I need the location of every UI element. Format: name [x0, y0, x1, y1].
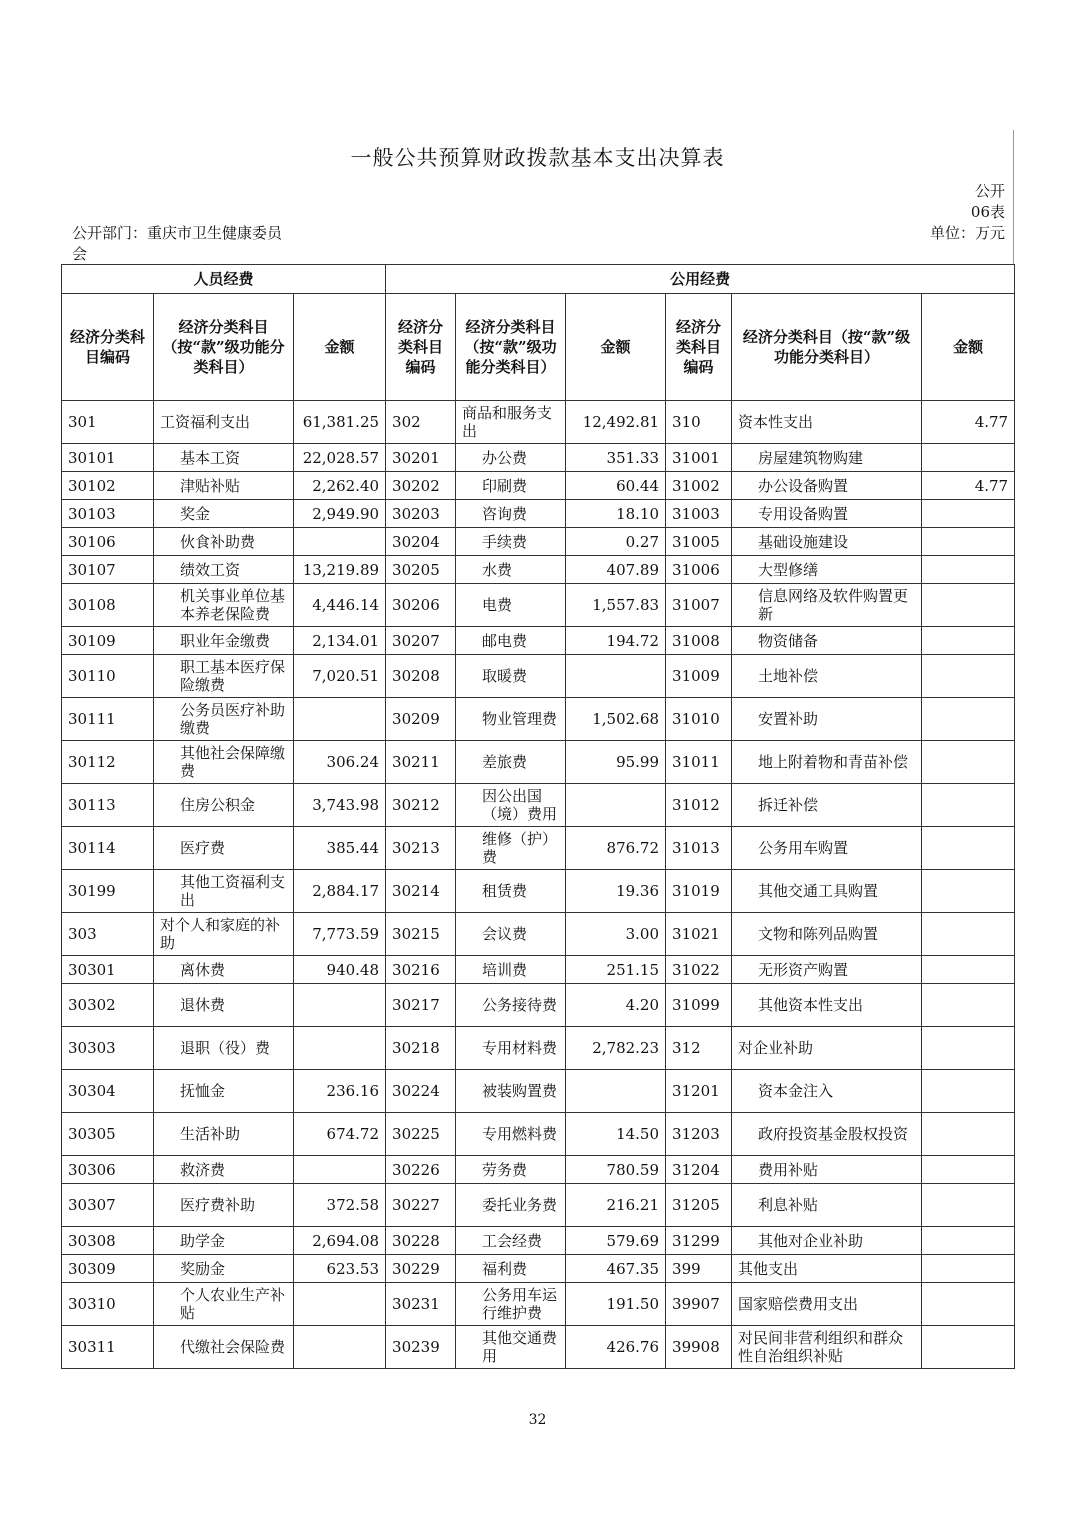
amount-cell: 4.77: [922, 401, 1015, 444]
code-cell: 30206: [386, 584, 456, 627]
amount-cell: [922, 1184, 1015, 1227]
name-cell: 水费: [456, 556, 566, 584]
amount-cell: [294, 1326, 386, 1369]
amount-cell: [922, 984, 1015, 1027]
group-public: 公用经费: [386, 265, 1015, 294]
code-cell: 31007: [666, 584, 732, 627]
table-row: [62, 984, 1015, 1027]
name-cell: 委托业务费: [456, 1184, 566, 1227]
amount-cell: 372.58: [294, 1184, 386, 1227]
name-cell: 维修（护）费: [456, 827, 566, 870]
code-cell: 30311: [62, 1326, 154, 1369]
name-cell: 办公费: [456, 444, 566, 472]
table-row: [62, 627, 1015, 655]
name-cell: 其他资本性支出: [732, 984, 922, 1027]
header-amount-1: 金额: [294, 294, 386, 401]
table-row: [62, 444, 1015, 472]
amount-cell: 12,492.81: [566, 401, 666, 444]
name-cell: 邮电费: [456, 627, 566, 655]
amount-cell: 4.77: [922, 472, 1015, 500]
amount-cell: 13,219.89: [294, 556, 386, 584]
table-row: [62, 655, 1015, 698]
code-cell: 30205: [386, 556, 456, 584]
amount-cell: 191.50: [566, 1283, 666, 1326]
code-cell: 31008: [666, 627, 732, 655]
table-row: [62, 556, 1015, 584]
code-cell: 31201: [666, 1070, 732, 1113]
name-cell: 被装购置费: [456, 1070, 566, 1113]
code-cell: 30108: [62, 584, 154, 627]
code-cell: 30113: [62, 784, 154, 827]
code-cell: 30208: [386, 655, 456, 698]
code-cell: 30110: [62, 655, 154, 698]
code-cell: 30204: [386, 528, 456, 556]
code-cell: 30202: [386, 472, 456, 500]
name-cell: 抚恤金: [154, 1070, 294, 1113]
table-row: [62, 698, 1015, 741]
table-row: [62, 500, 1015, 528]
name-cell: 救济费: [154, 1156, 294, 1184]
code-cell: 30214: [386, 870, 456, 913]
code-cell: 31021: [666, 913, 732, 956]
amount-cell: 95.99: [566, 741, 666, 784]
amount-cell: [566, 655, 666, 698]
amount-cell: [294, 698, 386, 741]
code-cell: 30109: [62, 627, 154, 655]
name-cell: 物资储备: [732, 627, 922, 655]
name-cell: 奖金: [154, 500, 294, 528]
code-cell: 31001: [666, 444, 732, 472]
code-cell: 30231: [386, 1283, 456, 1326]
name-cell: 医疗费: [154, 827, 294, 870]
header-code-2: 经济分类科目编码: [386, 294, 456, 401]
name-cell: 手续费: [456, 528, 566, 556]
amount-cell: [922, 1027, 1015, 1070]
table-row: [62, 956, 1015, 984]
amount-cell: [922, 784, 1015, 827]
name-cell: 利息补贴: [732, 1184, 922, 1227]
name-cell: 职工基本医疗保险缴费: [154, 655, 294, 698]
amount-cell: 18.10: [566, 500, 666, 528]
amount-cell: 19.36: [566, 870, 666, 913]
amount-cell: [566, 1070, 666, 1113]
name-cell: 退职（役）费: [154, 1027, 294, 1070]
name-cell: 对个人和家庭的补助: [154, 913, 294, 956]
name-cell: 离休费: [154, 956, 294, 984]
code-cell: 31009: [666, 655, 732, 698]
code-cell: 30101: [62, 444, 154, 472]
name-cell: 无形资产购置: [732, 956, 922, 984]
amount-cell: 194.72: [566, 627, 666, 655]
code-cell: 30303: [62, 1027, 154, 1070]
code-cell: 310: [666, 401, 732, 444]
name-cell: 专用材料费: [456, 1027, 566, 1070]
name-cell: 租赁费: [456, 870, 566, 913]
code-cell: 30301: [62, 956, 154, 984]
table-row: [62, 1283, 1015, 1326]
amount-cell: [922, 444, 1015, 472]
code-cell: 39907: [666, 1283, 732, 1326]
code-cell: 30102: [62, 472, 154, 500]
code-cell: 30224: [386, 1070, 456, 1113]
amount-cell: [294, 1027, 386, 1070]
department-label: 公开部门：重庆市卫生健康委员会: [72, 224, 283, 263]
amount-cell: 385.44: [294, 827, 386, 870]
amount-cell: 0.27: [566, 528, 666, 556]
form-code: 公开06表: [970, 182, 1005, 221]
name-cell: 公务用车购置: [732, 827, 922, 870]
name-cell: 个人农业生产补贴: [154, 1283, 294, 1326]
table-row: [62, 1326, 1015, 1369]
name-cell: 公务员医疗补助缴费: [154, 698, 294, 741]
code-cell: 30203: [386, 500, 456, 528]
code-cell: 31010: [666, 698, 732, 741]
code-cell: 30114: [62, 827, 154, 870]
code-cell: 30201: [386, 444, 456, 472]
code-cell: 30304: [62, 1070, 154, 1113]
amount-cell: 623.53: [294, 1255, 386, 1283]
name-cell: 其他支出: [732, 1255, 922, 1283]
code-cell: 30308: [62, 1227, 154, 1255]
header-name-3: 经济分类科目（按“款”级功能分类科目）: [732, 294, 922, 401]
amount-cell: 7,773.59: [294, 913, 386, 956]
amount-cell: 3,743.98: [294, 784, 386, 827]
code-cell: 30218: [386, 1027, 456, 1070]
name-cell: 差旅费: [456, 741, 566, 784]
code-cell: 31013: [666, 827, 732, 870]
code-cell: 30226: [386, 1156, 456, 1184]
name-cell: 其他社会保障缴费: [154, 741, 294, 784]
code-cell: 31022: [666, 956, 732, 984]
amount-cell: [294, 984, 386, 1027]
code-cell: 31099: [666, 984, 732, 1027]
unit-label: 单位：万元: [929, 224, 1005, 242]
name-cell: 资本性支出: [732, 401, 922, 444]
amount-cell: [922, 655, 1015, 698]
header-amount-2: 金额: [566, 294, 666, 401]
amount-cell: [922, 528, 1015, 556]
amount-cell: 940.48: [294, 956, 386, 984]
amount-cell: [922, 1283, 1015, 1326]
name-cell: 物业管理费: [456, 698, 566, 741]
code-cell: 30212: [386, 784, 456, 827]
page-title: 一般公共预算财政拨款基本支出决算表: [350, 146, 725, 170]
code-cell: 30112: [62, 741, 154, 784]
name-cell: 住房公积金: [154, 784, 294, 827]
amount-cell: 61,381.25: [294, 401, 386, 444]
amount-cell: [566, 784, 666, 827]
amount-cell: 426.76: [566, 1326, 666, 1369]
name-cell: 拆迁补偿: [732, 784, 922, 827]
code-cell: 30103: [62, 500, 154, 528]
amount-cell: 780.59: [566, 1156, 666, 1184]
name-cell: 生活补助: [154, 1113, 294, 1156]
code-cell: 30307: [62, 1184, 154, 1227]
name-cell: 印刷费: [456, 472, 566, 500]
amount-cell: 876.72: [566, 827, 666, 870]
code-cell: 30305: [62, 1113, 154, 1156]
name-cell: 政府投资基金股权投资: [732, 1113, 922, 1156]
name-cell: 公务接待费: [456, 984, 566, 1027]
group-personnel: 人员经费: [62, 265, 386, 294]
name-cell: 取暖费: [456, 655, 566, 698]
code-cell: 30106: [62, 528, 154, 556]
code-cell: 30199: [62, 870, 154, 913]
amount-cell: 467.35: [566, 1255, 666, 1283]
code-cell: 30228: [386, 1227, 456, 1255]
name-cell: 资本金注入: [732, 1070, 922, 1113]
name-cell: 劳务费: [456, 1156, 566, 1184]
table-row: [62, 1184, 1015, 1227]
amount-cell: [922, 1156, 1015, 1184]
table-row: [62, 784, 1015, 827]
code-cell: 30111: [62, 698, 154, 741]
amount-cell: 351.33: [566, 444, 666, 472]
name-cell: 电费: [456, 584, 566, 627]
name-cell: 对民间非营利组织和群众性自治组织补贴: [732, 1326, 922, 1369]
code-cell: 303: [62, 913, 154, 956]
code-cell: 30217: [386, 984, 456, 1027]
code-cell: 31012: [666, 784, 732, 827]
code-cell: 39908: [666, 1326, 732, 1369]
amount-cell: [922, 1227, 1015, 1255]
amount-cell: 306.24: [294, 741, 386, 784]
amount-cell: 2,884.17: [294, 870, 386, 913]
name-cell: 文物和陈列品购置: [732, 913, 922, 956]
table-row: [62, 913, 1015, 956]
header-amount-3: 金额: [922, 294, 1015, 401]
code-cell: 30302: [62, 984, 154, 1027]
name-cell: 助学金: [154, 1227, 294, 1255]
code-cell: 30225: [386, 1113, 456, 1156]
amount-cell: 4.20: [566, 984, 666, 1027]
amount-cell: [922, 584, 1015, 627]
name-cell: 公务用车运行维护费: [456, 1283, 566, 1326]
amount-cell: [922, 627, 1015, 655]
name-cell: 福利费: [456, 1255, 566, 1283]
amount-cell: 236.16: [294, 1070, 386, 1113]
name-cell: 因公出国（境）费用: [456, 784, 566, 827]
name-cell: 医疗费补助: [154, 1184, 294, 1227]
name-cell: 房屋建筑物购建: [732, 444, 922, 472]
code-cell: 399: [666, 1255, 732, 1283]
table-body: [62, 401, 1015, 1369]
amount-cell: [922, 870, 1015, 913]
code-cell: 31299: [666, 1227, 732, 1255]
table-row: [62, 528, 1015, 556]
amount-cell: 216.21: [566, 1184, 666, 1227]
code-cell: 31005: [666, 528, 732, 556]
code-cell: 30227: [386, 1184, 456, 1227]
code-cell: 30216: [386, 956, 456, 984]
code-cell: 31019: [666, 870, 732, 913]
amount-cell: 7,020.51: [294, 655, 386, 698]
amount-cell: [922, 827, 1015, 870]
amount-cell: 2,949.90: [294, 500, 386, 528]
code-cell: 30306: [62, 1156, 154, 1184]
name-cell: 机关事业单位基本养老保险费: [154, 584, 294, 627]
table-row: [62, 741, 1015, 784]
name-cell: 地上附着物和青苗补偿: [732, 741, 922, 784]
amount-cell: 2,134.01: [294, 627, 386, 655]
name-cell: 信息网络及软件购置更新: [732, 584, 922, 627]
name-cell: 大型修缮: [732, 556, 922, 584]
table-row: [62, 1113, 1015, 1156]
table-row: [62, 1070, 1015, 1113]
code-cell: 30209: [386, 698, 456, 741]
name-cell: 基础设施建设: [732, 528, 922, 556]
amount-cell: 1,502.68: [566, 698, 666, 741]
amount-cell: [922, 741, 1015, 784]
code-cell: 30229: [386, 1255, 456, 1283]
code-cell: 31205: [666, 1184, 732, 1227]
header-code-3: 经济分类科目编码: [666, 294, 732, 401]
name-cell: 其他交通工具购置: [732, 870, 922, 913]
name-cell: 费用补贴: [732, 1156, 922, 1184]
header-name-1: 经济分类科目（按“款”级功能分类科目）: [154, 294, 294, 401]
amount-cell: [922, 956, 1015, 984]
amount-cell: 4,446.14: [294, 584, 386, 627]
header-code-1: 经济分类科目编码: [62, 294, 154, 401]
name-cell: 奖励金: [154, 1255, 294, 1283]
table-row: [62, 472, 1015, 500]
amount-cell: 14.50: [566, 1113, 666, 1156]
code-cell: 31003: [666, 500, 732, 528]
code-cell: 30215: [386, 913, 456, 956]
table-row: [62, 1027, 1015, 1070]
name-cell: 其他对企业补助: [732, 1227, 922, 1255]
amount-cell: [922, 556, 1015, 584]
name-cell: 绩效工资: [154, 556, 294, 584]
code-cell: 31011: [666, 741, 732, 784]
amount-cell: 2,694.08: [294, 1227, 386, 1255]
name-cell: 商品和服务支出: [456, 401, 566, 444]
amount-cell: 674.72: [294, 1113, 386, 1156]
amount-cell: [294, 1156, 386, 1184]
code-cell: 31203: [666, 1113, 732, 1156]
code-cell: 30309: [62, 1255, 154, 1283]
name-cell: 咨询费: [456, 500, 566, 528]
code-cell: 30213: [386, 827, 456, 870]
table-row: [62, 584, 1015, 627]
amount-cell: 407.89: [566, 556, 666, 584]
code-cell: 302: [386, 401, 456, 444]
code-cell: 301: [62, 401, 154, 444]
code-cell: 30107: [62, 556, 154, 584]
code-cell: 31006: [666, 556, 732, 584]
name-cell: 专用设备购置: [732, 500, 922, 528]
code-cell: 31204: [666, 1156, 732, 1184]
amount-cell: [922, 1255, 1015, 1283]
amount-cell: [922, 698, 1015, 741]
name-cell: 培训费: [456, 956, 566, 984]
expenditure-table: [61, 264, 1015, 1369]
amount-cell: 3.00: [566, 913, 666, 956]
name-cell: 职业年金缴费: [154, 627, 294, 655]
amount-cell: 2,262.40: [294, 472, 386, 500]
amount-cell: 2,782.23: [566, 1027, 666, 1070]
table-row: [62, 1156, 1015, 1184]
code-cell: 30239: [386, 1326, 456, 1369]
name-cell: 伙食补助费: [154, 528, 294, 556]
amount-cell: 251.15: [566, 956, 666, 984]
amount-cell: 60.44: [566, 472, 666, 500]
name-cell: 津贴补贴: [154, 472, 294, 500]
name-cell: 土地补偿: [732, 655, 922, 698]
table-row: [62, 827, 1015, 870]
amount-cell: 22,028.57: [294, 444, 386, 472]
header-name-2: 经济分类科目（按“款”级功能分类科目）: [456, 294, 566, 401]
name-cell: 代缴社会保险费: [154, 1326, 294, 1369]
name-cell: 办公设备购置: [732, 472, 922, 500]
name-cell: 会议费: [456, 913, 566, 956]
amount-cell: [294, 528, 386, 556]
name-cell: 退休费: [154, 984, 294, 1027]
name-cell: 其他工资福利支出: [154, 870, 294, 913]
name-cell: 国家赔偿费用支出: [732, 1283, 922, 1326]
page-number: 32: [528, 1412, 547, 1428]
code-cell: 312: [666, 1027, 732, 1070]
code-cell: 30207: [386, 627, 456, 655]
table-row: [62, 1255, 1015, 1283]
table-row: [62, 870, 1015, 913]
table-row: [62, 1227, 1015, 1255]
amount-cell: 1,557.83: [566, 584, 666, 627]
name-cell: 专用燃料费: [456, 1113, 566, 1156]
amount-cell: [922, 500, 1015, 528]
code-cell: 30310: [62, 1283, 154, 1326]
table-row: [62, 401, 1015, 444]
name-cell: 基本工资: [154, 444, 294, 472]
amount-cell: [294, 1283, 386, 1326]
name-cell: 其他交通费用: [456, 1326, 566, 1369]
amount-cell: [922, 1113, 1015, 1156]
amount-cell: [922, 1326, 1015, 1369]
amount-cell: 579.69: [566, 1227, 666, 1255]
name-cell: 工会经费: [456, 1227, 566, 1255]
amount-cell: [922, 913, 1015, 956]
amount-cell: [922, 1070, 1015, 1113]
name-cell: 安置补助: [732, 698, 922, 741]
name-cell: 对企业补助: [732, 1027, 922, 1070]
code-cell: 31002: [666, 472, 732, 500]
name-cell: 工资福利支出: [154, 401, 294, 444]
code-cell: 30211: [386, 741, 456, 784]
